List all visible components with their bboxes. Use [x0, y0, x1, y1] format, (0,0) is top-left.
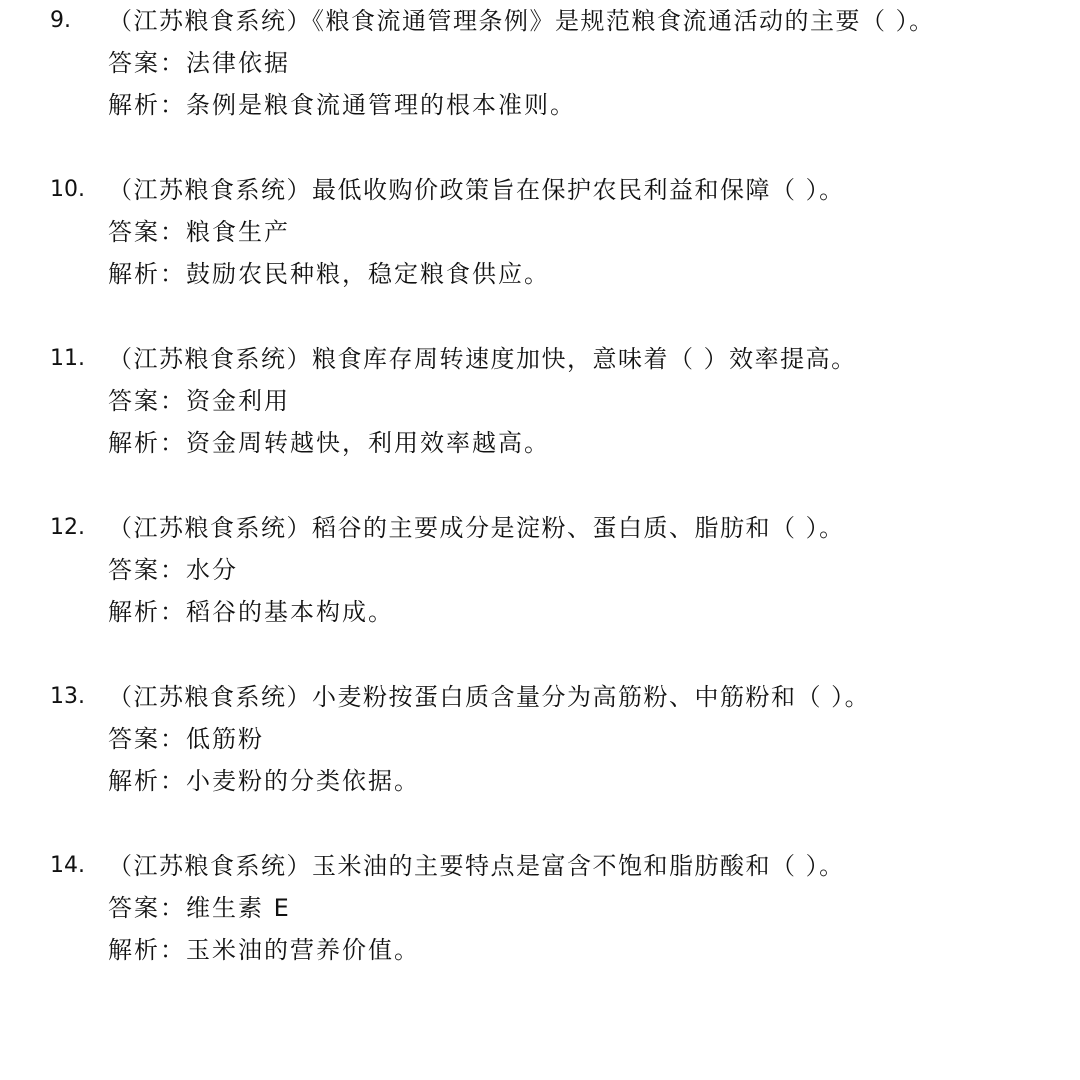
question-item-10 — [0, 169, 1080, 299]
question-text: （江苏粮食系统）粮食库存周转速度加快，意味着（ ）效率提高。 — [108, 345, 857, 373]
question-item-9 — [0, 0, 1080, 130]
analysis-label: 解析： — [108, 429, 186, 457]
question-number: 13. — [50, 684, 85, 709]
question-number: 12. — [50, 515, 85, 540]
analysis-line — [108, 253, 550, 295]
question-number: 10. — [50, 177, 85, 202]
question-number: 11. — [50, 346, 85, 371]
answer-label: 答案： — [108, 387, 186, 415]
analysis-line — [108, 422, 550, 464]
answer-text: 水分 — [186, 556, 238, 584]
analysis-text: 小麦粉的分类依据。 — [186, 767, 420, 795]
analysis-label: 解析： — [108, 767, 186, 795]
answer-line — [108, 718, 264, 760]
question-item-11 — [0, 338, 1080, 468]
analysis-line — [108, 760, 420, 802]
question-text: （江苏粮食系统）小麦粉按蛋白质含量分为高筋粉、中筋粉和（ ）。 — [108, 683, 871, 711]
answer-text: 资金利用 — [186, 387, 290, 415]
analysis-text: 资金周转越快，利用效率越高。 — [186, 429, 550, 457]
answer-label: 答案： — [108, 49, 186, 77]
analysis-text: 稻谷的基本构成。 — [186, 598, 394, 626]
analysis-label: 解析： — [108, 91, 186, 119]
analysis-text: 条例是粮食流通管理的根本准则。 — [186, 91, 576, 119]
answer-text: 维生素 E — [186, 894, 291, 922]
answer-label: 答案： — [108, 556, 186, 584]
analysis-label: 解析： — [108, 260, 186, 288]
answer-text: 低筋粉 — [186, 725, 264, 753]
question-number: 14. — [50, 853, 85, 878]
answer-label: 答案： — [108, 218, 186, 246]
answer-line — [108, 380, 290, 422]
question-text: （江苏粮食系统）稻谷的主要成分是淀粉、蛋白质、脂肪和（ ）。 — [108, 514, 845, 542]
question-item-12 — [0, 507, 1080, 637]
question-item-14 — [0, 845, 1080, 975]
question-item-13 — [0, 676, 1080, 806]
answer-line — [108, 42, 290, 84]
answer-line — [108, 887, 291, 929]
question-text: （江苏粮食系统）玉米油的主要特点是富含不饱和脂肪酸和（ ）。 — [108, 852, 845, 880]
answer-text: 法律依据 — [186, 49, 290, 77]
analysis-label: 解析： — [108, 936, 186, 964]
analysis-text: 鼓励农民种粮，稳定粮食供应。 — [186, 260, 550, 288]
analysis-line — [108, 929, 420, 971]
analysis-label: 解析： — [108, 598, 186, 626]
analysis-line — [108, 84, 576, 126]
answer-label: 答案： — [108, 894, 186, 922]
answer-label: 答案： — [108, 725, 186, 753]
question-text: （江苏粮食系统）《粮食流通管理条例》是规范粮食流通活动的主要（ ）。 — [108, 7, 935, 35]
question-text: （江苏粮食系统）最低收购价政策旨在保护农民利益和保障（ ）。 — [108, 176, 845, 204]
answer-line — [108, 211, 290, 253]
analysis-text: 玉米油的营养价值。 — [186, 936, 420, 964]
answer-text: 粮食生产 — [186, 218, 290, 246]
answer-line — [108, 549, 238, 591]
question-number: 9. — [50, 8, 71, 33]
analysis-line — [108, 591, 394, 633]
